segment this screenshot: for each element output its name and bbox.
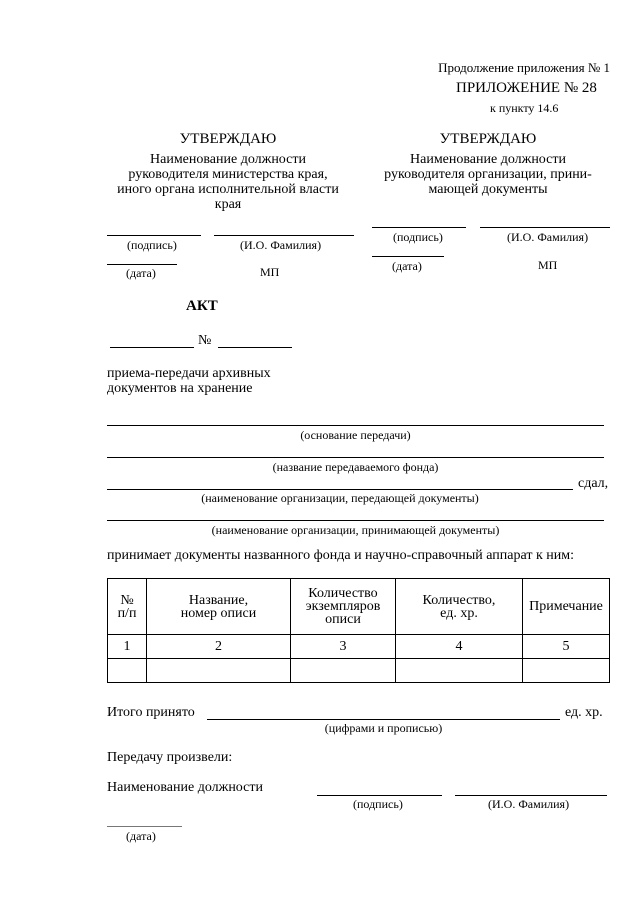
basis-line (107, 425, 604, 426)
transfer-name-line (455, 795, 607, 796)
act-number-line (218, 347, 292, 348)
total-line (207, 719, 560, 720)
approve-left-date-line (107, 264, 177, 265)
table-cell (523, 659, 610, 683)
table-cell: 1 (108, 635, 147, 659)
approve-left-seal: МП (260, 265, 280, 279)
continuation-note: Продолжение приложения № 1 (438, 60, 610, 75)
total-unit: ед. хр. (565, 705, 603, 720)
basis-label: (основание передачи) (300, 428, 411, 442)
approve-right-seal: МП (538, 258, 558, 272)
approve-left-date-label: (дата) (126, 266, 156, 280)
table-header-row (108, 579, 610, 635)
header-quantity: Количество, ед. хр. (396, 579, 523, 635)
transfer-sign-label: (подпись) (353, 797, 403, 811)
table-row (108, 659, 610, 683)
approve-right-date-line (372, 256, 444, 257)
header-note: Примечание (523, 579, 610, 635)
transfer-heading: Передачу произвели: (107, 750, 233, 765)
approve-left-sign-line (107, 235, 201, 236)
approve-right-name-line (480, 227, 610, 228)
approve-right-sign-label: (подпись) (393, 230, 443, 244)
approve-left-title: УТВЕРЖДАЮ (179, 131, 277, 147)
transfer-name-label: (И.О. Фамилия) (488, 797, 570, 811)
transfer-date-line (107, 826, 182, 827)
handing-org-label: (наименование организации, передающей документы) (201, 491, 479, 505)
approve-right-name-label: (И.О. Фамилия) (507, 230, 589, 244)
appendix-title: ПРИЛОЖЕНИЕ № 28 (456, 80, 597, 96)
total-hint: (цифрами и прописью) (324, 721, 443, 735)
approve-right-title: УТВЕРЖДАЮ (439, 131, 537, 147)
approve-right-sign-line (372, 227, 466, 228)
handing-org-line (107, 489, 573, 490)
table-cell (396, 659, 523, 683)
receiving-org-label: (наименование организации, принимающей документы) (211, 523, 500, 537)
table-cell: 5 (523, 635, 610, 659)
transfer-date-label: (дата) (126, 829, 156, 843)
table-cell (147, 659, 291, 683)
clause-reference: к пункту 14.6 (490, 101, 559, 115)
table-row (108, 635, 610, 659)
approve-right-date-label: (дата) (392, 259, 422, 273)
approve-left-sign-label: (подпись) (127, 238, 177, 252)
receiving-org-line (107, 520, 604, 521)
approve-left-name-label: (И.О. Фамилия) (240, 238, 322, 252)
table-cell: 4 (396, 635, 523, 659)
act-number-sign: № (198, 333, 212, 348)
transfer-sign-line (317, 795, 442, 796)
header-number: № п/п (108, 579, 147, 635)
approve-right-description: Наименование должности руководителя организации, прини- мающей документы (384, 152, 592, 197)
act-subject: приема-передачи архивных документов на хранение (107, 366, 271, 396)
header-title: Название, номер описи (147, 579, 291, 635)
transfer-position: Наименование должности (107, 780, 263, 795)
documents-table (107, 578, 610, 683)
handed-word: сдал, (578, 476, 609, 491)
table-cell: 2 (147, 635, 291, 659)
accepts-statement: принимает документы названного фонда и научно-справочный аппарат к ним: (107, 548, 574, 563)
approve-left-name-line (214, 235, 354, 236)
fund-name-label: (название передаваемого фонда) (272, 460, 439, 474)
header-copies: Количество экземпляров описи (291, 579, 396, 635)
table-cell (291, 659, 396, 683)
table-cell: 3 (291, 635, 396, 659)
act-date-line (110, 347, 194, 348)
approve-left-description: Наименование должности руководителя министерства края, иного органа исполнительной власти края (117, 152, 339, 212)
act-title: АКТ (186, 298, 218, 314)
table-cell (108, 659, 147, 683)
fund-name-line (107, 457, 604, 458)
total-label: Итого принято (107, 705, 195, 720)
